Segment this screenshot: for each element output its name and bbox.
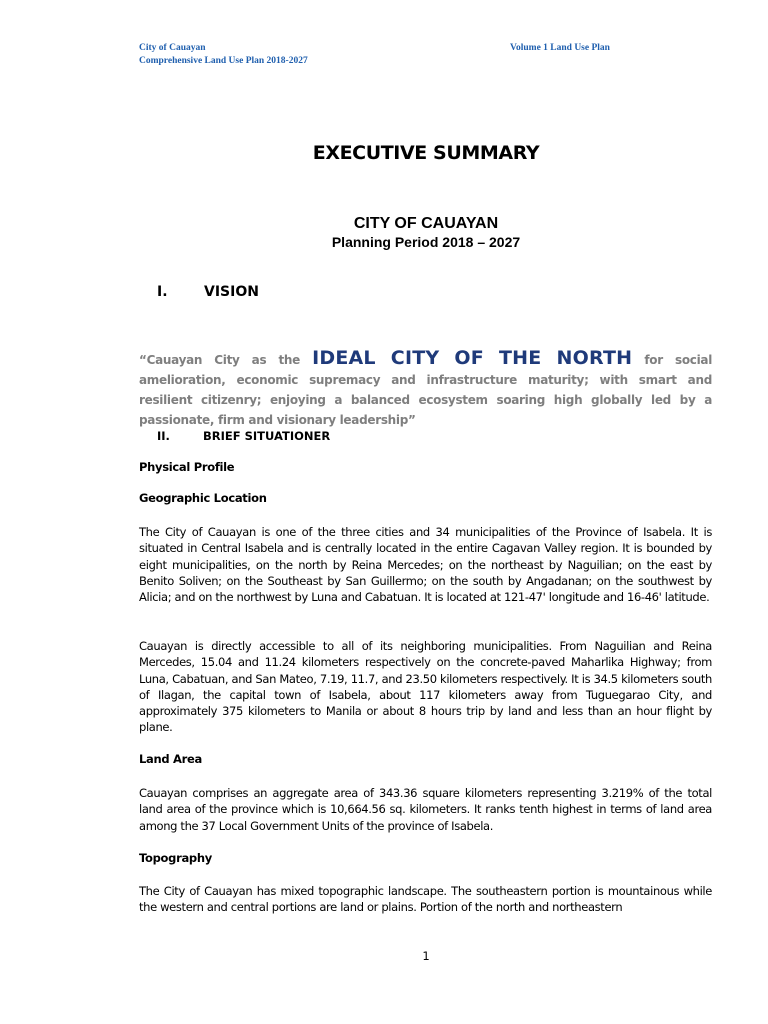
topography-heading: Topography: [139, 851, 212, 865]
geographic-location-paragraph-2: Cauayan is directly accessible to all of its neighboring municipalities. From Naguilian and Reina Mercedes, 15.04 and 11.24 kilometers respectively on the concrete-paved Maharlika Highway; from Luna, Cabatuan, and San Mateo, 7.19, 11.7, and 23.50 kilometers respectively. It is 34.5 kilometers south of Ilagan, the capital town of Isabela, about 117 kilometers away from Tuguegarao City, and approximately 375 kilometers to Manila or about 8 hours trip by land and less than an hour flight by plane.: [139, 639, 712, 735]
running-header-right: Volume 1 Land Use Plan: [510, 43, 610, 53]
section-label: BRIEF SITUATIONER: [203, 429, 331, 443]
geographic-location-heading: Geographic Location: [139, 491, 267, 505]
page-number: 1: [422, 949, 430, 963]
vision-emphasis: IDEAL CITY OF THE NORTH: [312, 347, 633, 369]
geographic-location-paragraph-1: The City of Cauayan is one of the three cities and 34 municipalities of the Province of Isabela. It is situated in Central Isabela and is centrally located in the entire Cagavan Valley region. It is bounded by eight municipalities, on the north by Reina Mercedes; on the northeast by Naguilian; on the east by Benito Soliven; on the Southeast by San Guillermo; on the south by Angadanan; on the southwest by Alicia; and on the northwest by Luna and Cabatuan. It is located at 121-47' longitude and 16-46' latitude.: [139, 525, 712, 605]
section-number: II.: [157, 429, 170, 443]
section-number: I.: [157, 284, 168, 300]
land-area-heading: Land Area: [139, 752, 202, 766]
topography-paragraph: The City of Cauayan has mixed topographic landscape. The southeastern portion is mountainous while the western and central portions are land or plains. Portion of the north and northeastern: [139, 884, 712, 915]
land-area-paragraph: Cauayan comprises an aggregate area of 343.36 square kilometers representing 3.219% of the total land area of the province which is 10,664.56 sq. kilometers. It ranks tenth highest in terms of land area among the 37 Local Government Units of the province of Isabela.: [139, 786, 712, 833]
vision-text-before: “Cauayan City as the: [139, 353, 313, 367]
vision-text-after: for social amelioration, economic supremacy and infrastructure maturity; with smart and resilient citizenry; enjoying a balanced ecosystem soaring high globally led by a passionate, firm and visionary leadership”: [139, 353, 713, 427]
physical-profile-heading: Physical Profile: [139, 460, 235, 474]
planning-period: Planning Period 2018 – 2027: [331, 234, 521, 250]
section-label: VISION: [204, 284, 259, 300]
running-header-left: [139, 42, 308, 68]
header-city: City of Cauayan: [139, 43, 206, 53]
vision-statement: [139, 348, 712, 430]
city-name: CITY OF CAUAYAN: [353, 215, 499, 232]
page-title: EXECUTIVE SUMMARY: [312, 142, 540, 164]
header-plan-title: Comprehensive Land Use Plan 2018-2027: [139, 56, 308, 66]
